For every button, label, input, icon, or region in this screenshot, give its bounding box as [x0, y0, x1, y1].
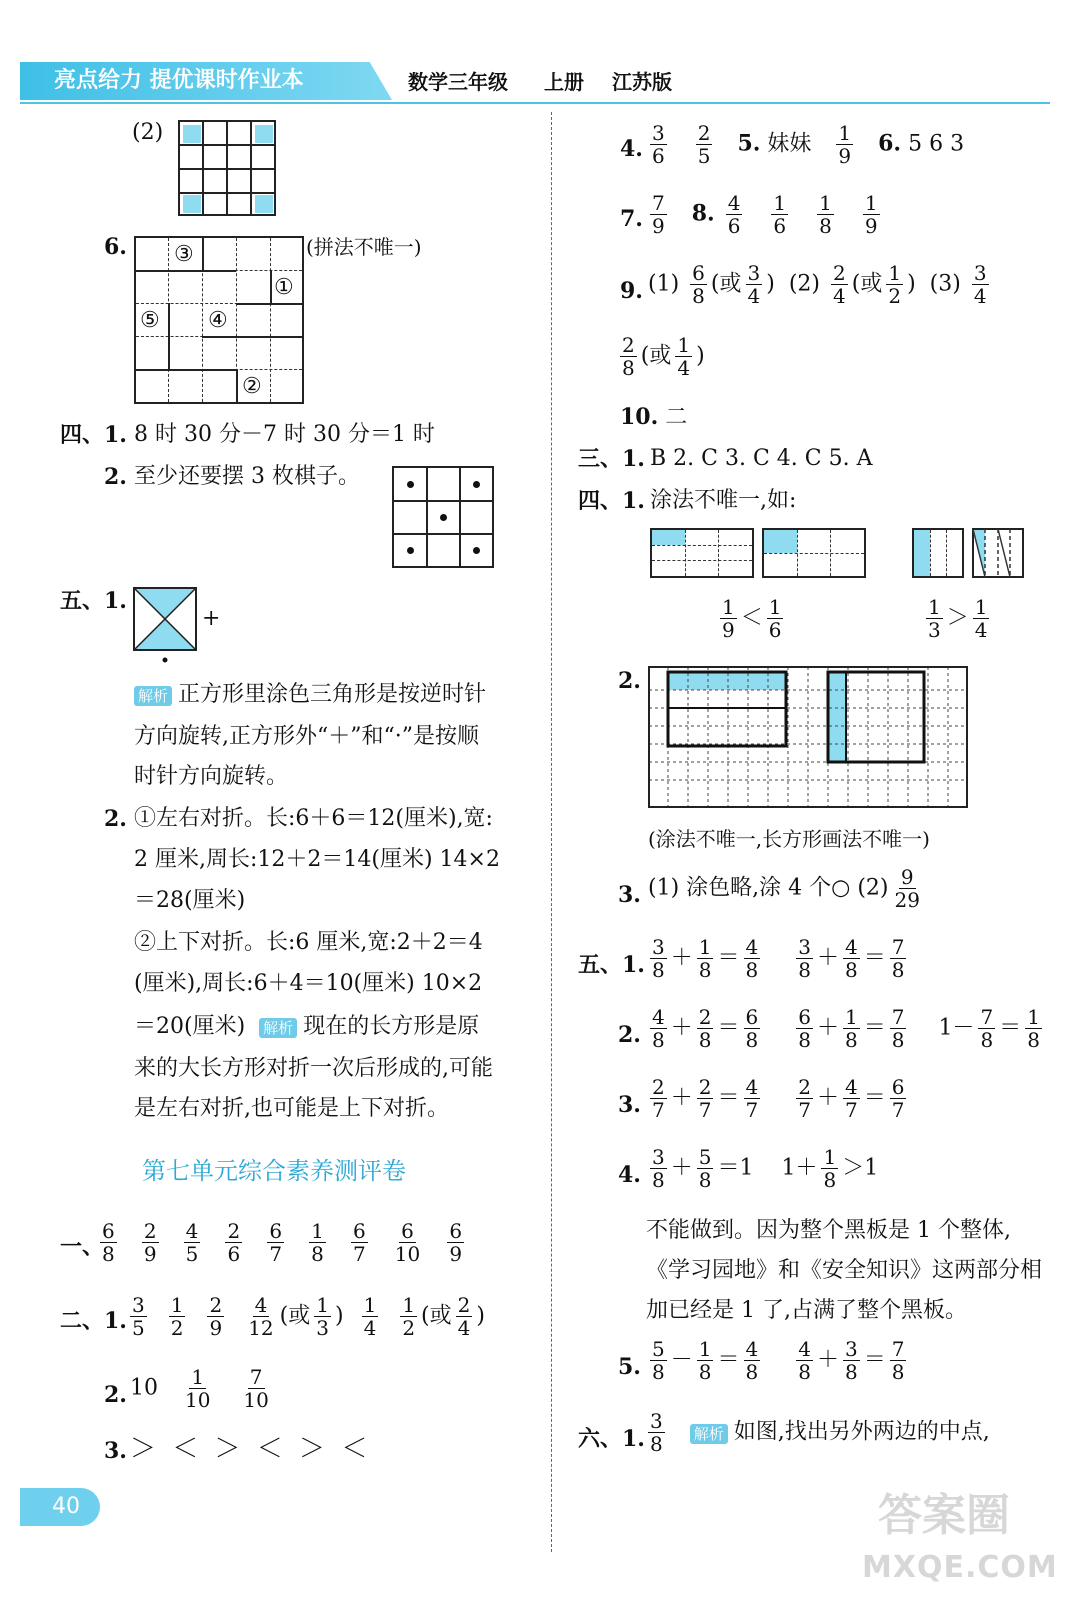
analysis-tag: 解析 [259, 1018, 297, 1038]
r-s6-label: 六、1. [578, 1426, 645, 1452]
e4-line1: 不能做到。因为整个黑板是 1 个整体, [646, 1218, 1011, 1243]
s5-2-tail3: 是左右对折,也可能是上下对折。 [134, 1096, 449, 1121]
u2-2-label: 2. [104, 1382, 127, 1408]
u2-label: 二、1. [60, 1308, 127, 1334]
r10-answer: 10. 二 [620, 404, 688, 430]
e4-line2: 《学习园地》和《安全知识》这两部分相 [646, 1258, 1043, 1283]
watermark-logo: 答案圈 [878, 1490, 1010, 1541]
eq-row-1: $\frac{3}{8}$ ＋ $\frac{1}{8}$ ＝ $\frac{4}{8}$ $\frac{3}{8}$ ＋ $\frac{4}{8}$ ＝ $\frac{7}{8}$ [652, 935, 905, 982]
q6-mark-5: ⑤ [140, 308, 160, 333]
header-brand: 亮点给力 提优课时作业本 [54, 68, 304, 93]
u1-fractions: $\frac{6}{8}$ $\frac{2}{9}$ $\frac{4}{5}$ $\frac{2}{6}$ $\frac{6}{7}$ $\frac{1}{8}$ $\frac{6}{7}$ $\frac{6}{10}$ $\frac{6}{9}$ [102, 1219, 463, 1266]
r-s4-text: 涂法不唯一,如: [650, 488, 797, 513]
s5-1-line1: 正方形里涂色三角形是按逆时针 [178, 682, 487, 707]
chess-grid [392, 466, 494, 568]
eq-row-5: $\frac{5}{8}$ － $\frac{1}{8}$ ＝ $\frac{4}{8}$ $\frac{4}{8}$ ＋ $\frac{3}{8}$ ＝ $\frac{7}{8}$ [652, 1337, 905, 1384]
r-s4-2-label: 2. [618, 668, 641, 694]
s4-label: 四、1. [60, 422, 127, 448]
e4-line3: 加已经是 1 了,占满了整个黑板。 [646, 1298, 967, 1323]
e2-label: 2. [618, 1022, 641, 1048]
column-divider [551, 112, 552, 1552]
compare-1: $\frac{1}{9}$ ＜ $\frac{1}{6}$ [722, 595, 782, 642]
r4-answers: $\frac{3}{6}$ $\frac{2}{5}$ 5. 妹妹 $\frac{1}{9}$ 6. 5 6 3 [652, 121, 965, 168]
s4-2-label: 2. [104, 464, 127, 490]
compare-2: $\frac{1}{3}$ ＞ $\frac{1}{4}$ [928, 595, 988, 642]
shade-square-1-4 [972, 528, 1024, 578]
s4-1-text: 8 时 30 分－7 时 30 分＝1 时 [134, 422, 435, 447]
s3-text: B 2. C 3. C 4. C 5. A [650, 446, 873, 471]
q6-mark-4: ④ [208, 308, 228, 333]
grid-4x4 [178, 120, 276, 216]
r7-label: 7. [620, 206, 643, 232]
s5-1-analysis [134, 680, 486, 710]
u2-3-label: 3. [104, 1438, 127, 1464]
q6-mark-1: ① [274, 275, 294, 300]
r9-answers: (1) $\frac{6}{8}$ (或 $\frac{3}{4}$ ) (2) $\frac{2}{4}$ (或 $\frac{1}{2}$ ) (3) $\frac{3}{4}$ [648, 261, 987, 308]
unit-title: 第七单元综合素养测评卷 [142, 1157, 406, 1185]
shade-rect-1-9 [650, 528, 754, 578]
q6-note: (拼法不唯一) [306, 235, 422, 259]
s5-2-line6: ＝20(厘米) 解析 现在的长方形是原 [134, 1014, 480, 1039]
s5-2-label: 2. [104, 806, 127, 832]
e4-label: 4. [618, 1162, 641, 1188]
r7-r8-answers: $\frac{7}{9}$ 8. $\frac{4}{6}$ $\frac{1}{6}$ $\frac{1}{8}$ $\frac{1}{9}$ [652, 191, 878, 238]
r-s5-label: 五、1. [578, 952, 645, 978]
r-s4-3-answer: (1) 涂色略,涂 4 个○ (2) $\frac{9}{29}$ [648, 865, 920, 912]
eq-row-2: $\frac{4}{8}$ ＋ $\frac{2}{8}$ ＝ $\frac{6}{8}$ $\frac{6}{8}$ ＋ $\frac{1}{8}$ ＝ $\frac{7}{8}$ 1－ $\frac{7}{8}$ ＝ $\frac{1}{8}$ [652, 1005, 1040, 1052]
q6-mark-3: ③ [174, 242, 194, 267]
s5-1-line3: 时针方向旋转。 [134, 764, 289, 789]
eq-row-4: $\frac{3}{8}$ ＋ $\frac{5}{8}$ ＝1 1＋ $\frac{1}{8}$ ＞1 [652, 1145, 879, 1192]
s3-label: 三、1. [578, 446, 645, 472]
analysis-tag: 解析 [690, 1424, 728, 1444]
e5-label: 5. [618, 1354, 641, 1380]
r9-continued: $\frac{2}{8}$ (或 $\frac{1}{4}$ ) [622, 333, 705, 380]
s4-2-text: 至少还要摆 3 枚棋子。 [134, 464, 360, 489]
dotted-rectangle-grid [648, 666, 968, 808]
q6-mark-2: ② [242, 374, 262, 399]
r9-label: 9. [620, 278, 643, 304]
header-subject: 数学三年级 [408, 70, 508, 94]
r-s4-3-label: 3. [618, 882, 641, 908]
e3-label: 3. [618, 1092, 641, 1118]
rotating-square-figure [132, 586, 198, 666]
s5-2-line5: (厘米),周长:6＋4＝10(厘米) 10×2 [134, 971, 483, 996]
analysis-tag: 解析 [134, 686, 172, 706]
s5-label: 五、1. [60, 588, 127, 614]
eq-row-3: $\frac{2}{7}$ ＋ $\frac{2}{7}$ ＝ $\frac{4}{7}$ $\frac{2}{7}$ ＋ $\frac{4}{7}$ ＝ $\frac{6}{7}$ [652, 1075, 905, 1122]
s5-1-line2: 方向旋转,正方形外“＋”和“·”是按顺 [134, 724, 479, 749]
page-number: 40 [52, 1494, 80, 1519]
s5-2-line3: ＝28(厘米) [134, 888, 246, 913]
q6-label: 6. [104, 234, 127, 260]
q5-2-label: (2) [132, 120, 164, 145]
header-rule [20, 102, 1050, 104]
s5-plus: + [202, 606, 221, 631]
r4-label: 4. [620, 136, 643, 162]
r-s4-2-note: (涂法不唯一,长方形画法不唯一) [648, 827, 930, 851]
r-s4-label: 四、1. [578, 488, 645, 514]
u2-1-answers: $\frac{3}{5}$ $\frac{1}{2}$ $\frac{2}{9}$ $\frac{4}{12}$ (或 $\frac{1}{3}$ ) $\frac{1}{4}$ $\frac{1}{2}$ (或 $\frac{2}{4}$ ) [132, 1293, 485, 1340]
s5-2-line1: ①左右对折。长:6＋6＝12(厘米),宽: [134, 806, 493, 831]
header-volume: 上册 [544, 70, 584, 94]
header-edition: 江苏版 [612, 70, 672, 94]
watermark-url: MXQE.COM [862, 1550, 1058, 1585]
u2-3-text: ＞ ＜ ＞ ＜ ＞ ＜ [130, 1434, 372, 1464]
u1-label: 一、 [60, 1234, 105, 1260]
shade-rect-1-6 [762, 528, 866, 578]
s5-2-tail2: 来的大长方形对折一次后形成的,可能 [134, 1056, 493, 1081]
s5-2-line2: 2 厘米,周长:12＋2＝14(厘米) 14×2 [134, 847, 500, 872]
r-s6-answer: $\frac{3}{8}$ 解析 如图,找出另外两边的中点, [650, 1409, 990, 1456]
s5-2-line4: ②上下对折。长:6 厘米,宽:2＋2＝4 [134, 930, 483, 955]
u2-2-answers: 10 $\frac{1}{10}$ $\frac{7}{10}$ [130, 1365, 269, 1412]
shade-square-1-3 [912, 528, 964, 578]
